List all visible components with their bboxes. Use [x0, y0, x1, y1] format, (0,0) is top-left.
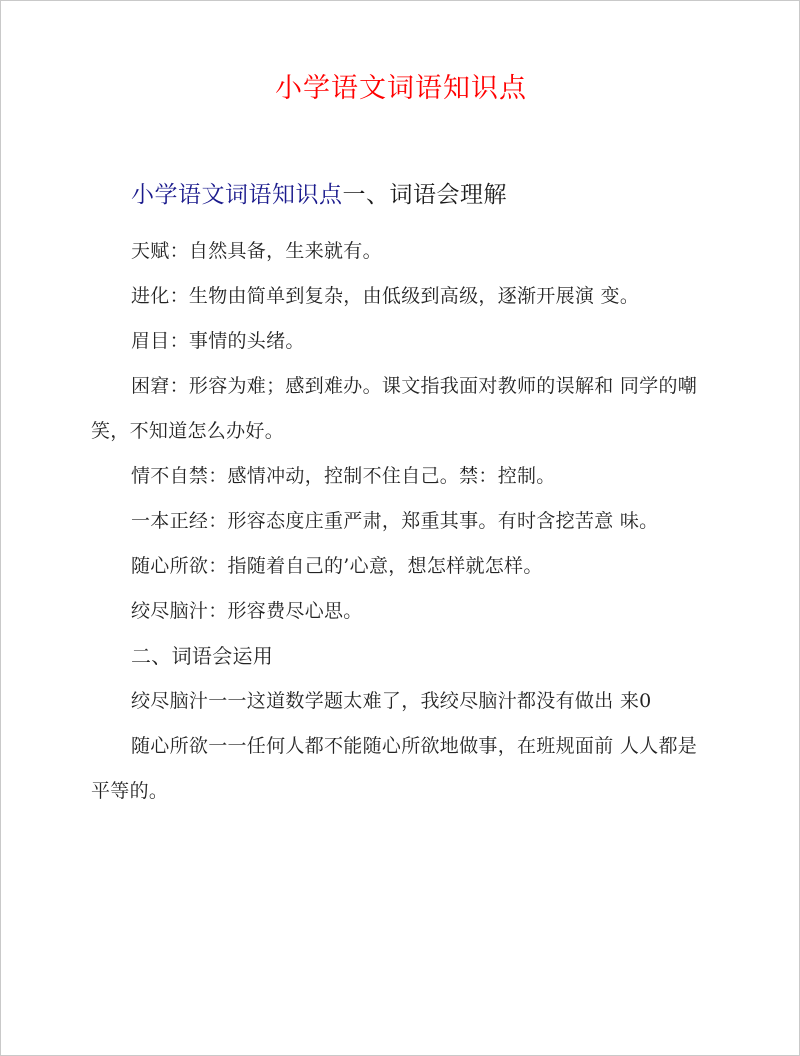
paragraph-meimu: 眉目：事情的头绪。 — [131, 330, 305, 352]
document-body — [91, 229, 711, 814]
paragraph-jiaojinnaozhi: 绞尽脑汁：形容费尽心思。 — [131, 600, 363, 622]
paragraph-usage-suixinsuoyu: 随心所欲一一任何人都不能随心所欲地做事，在班规面前 人人都是平等的。 — [91, 735, 698, 802]
paragraph-yibenzhengjing: 一本正经：形容态度庄重严肃，郑重其事。有时含挖苦意 味。 — [131, 510, 659, 532]
paragraph-jinhua: 进化：生物由简单到复杂，由低级到高级，逐渐开展演 变。 — [131, 285, 640, 307]
paragraph-tianfu: 天赋：自然具备，生来就有。 — [131, 240, 382, 262]
document-title: 小学语文词语知识点 — [275, 73, 527, 104]
section-heading-2: 二、词语会运用 — [131, 644, 274, 668]
section-heading-highlight: 小学语文词语知识点 — [131, 182, 343, 208]
paragraph-kunjiong: 困窘：形容为难；感到难办。课文指我面对教师的误解和 同学的嘲笑，不知道怎么办好。 — [91, 375, 698, 442]
paragraph-qingbuzijin: 情不自禁：感情冲动，控制不住自己。禁：控制。 — [131, 465, 556, 487]
section-heading-rest: 一、词语会理解 — [342, 182, 507, 208]
section-heading-1 — [131, 177, 507, 213]
paragraph-usage-jiaojinnaozhi: 绞尽脑汁一一这道数学题太难了，我绞尽脑汁都没有做出 来0 — [131, 690, 652, 712]
paragraph-suixinsuoyu: 随心所欲：指随着自己的’心意，想怎样就怎样。 — [131, 555, 543, 577]
